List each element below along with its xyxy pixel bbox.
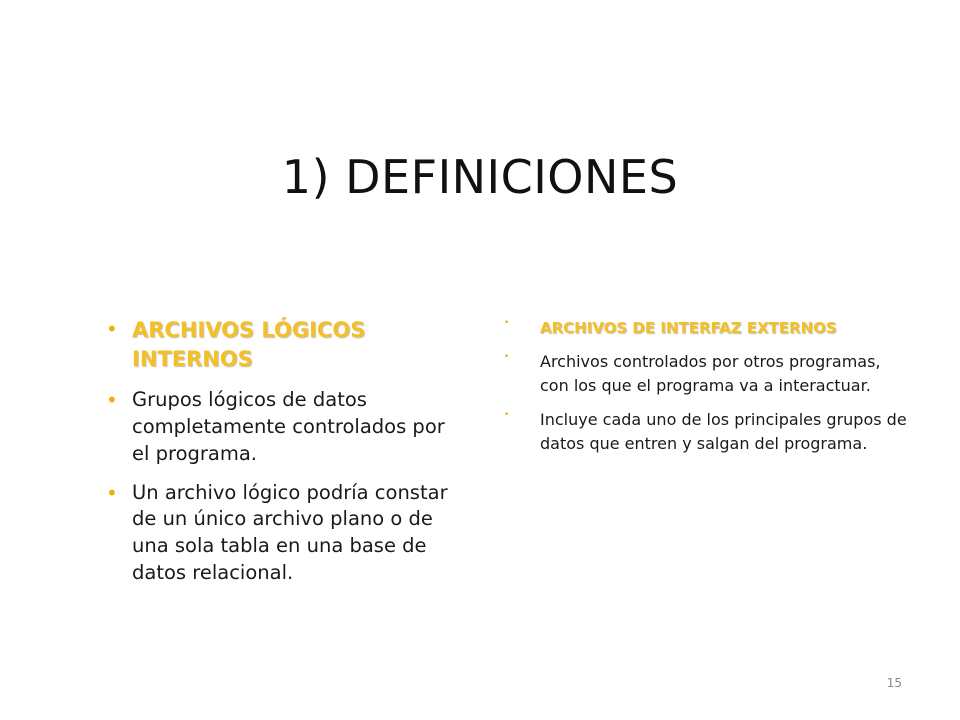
right-column [498,316,908,466]
bullet-icon: • [504,352,510,362]
left-heading-item [106,316,466,375]
bullet-icon: • [106,387,118,412]
left-bullet-list [106,316,466,587]
right-list-item [498,408,908,456]
right-list-item [498,350,908,398]
left-column [106,316,466,599]
left-item-text: Un archivo lógico podría constar de un único archivo plano o de una sola tabla en una base de datos relacional. [132,480,448,585]
slide-title: 1) DEFINICIONES [281,150,679,204]
left-list-item [106,387,466,468]
bullet-icon: • [106,317,118,341]
left-item-text: Grupos lógicos de datos completamente controlados por el programa. [132,387,445,465]
left-column-heading: ARCHIVOS LÓGICOS INTERNOS [132,318,366,372]
right-heading-item [498,316,908,340]
bullet-icon: • [504,410,510,420]
right-column-heading: ARCHIVOS DE INTERFAZ EXTERNOS [540,319,837,337]
right-item-text: Incluye cada uno de los principales grupos de datos que entren y salgan del programa. [540,410,907,453]
bullet-icon: • [106,480,118,505]
page-number: 15 [886,676,902,690]
right-item-text: Archivos controlados por otros programas, con los que el programa va a interactuar. [540,352,881,395]
bullet-icon: • [504,318,510,328]
right-bullet-list [498,316,908,456]
left-list-item [106,480,466,588]
